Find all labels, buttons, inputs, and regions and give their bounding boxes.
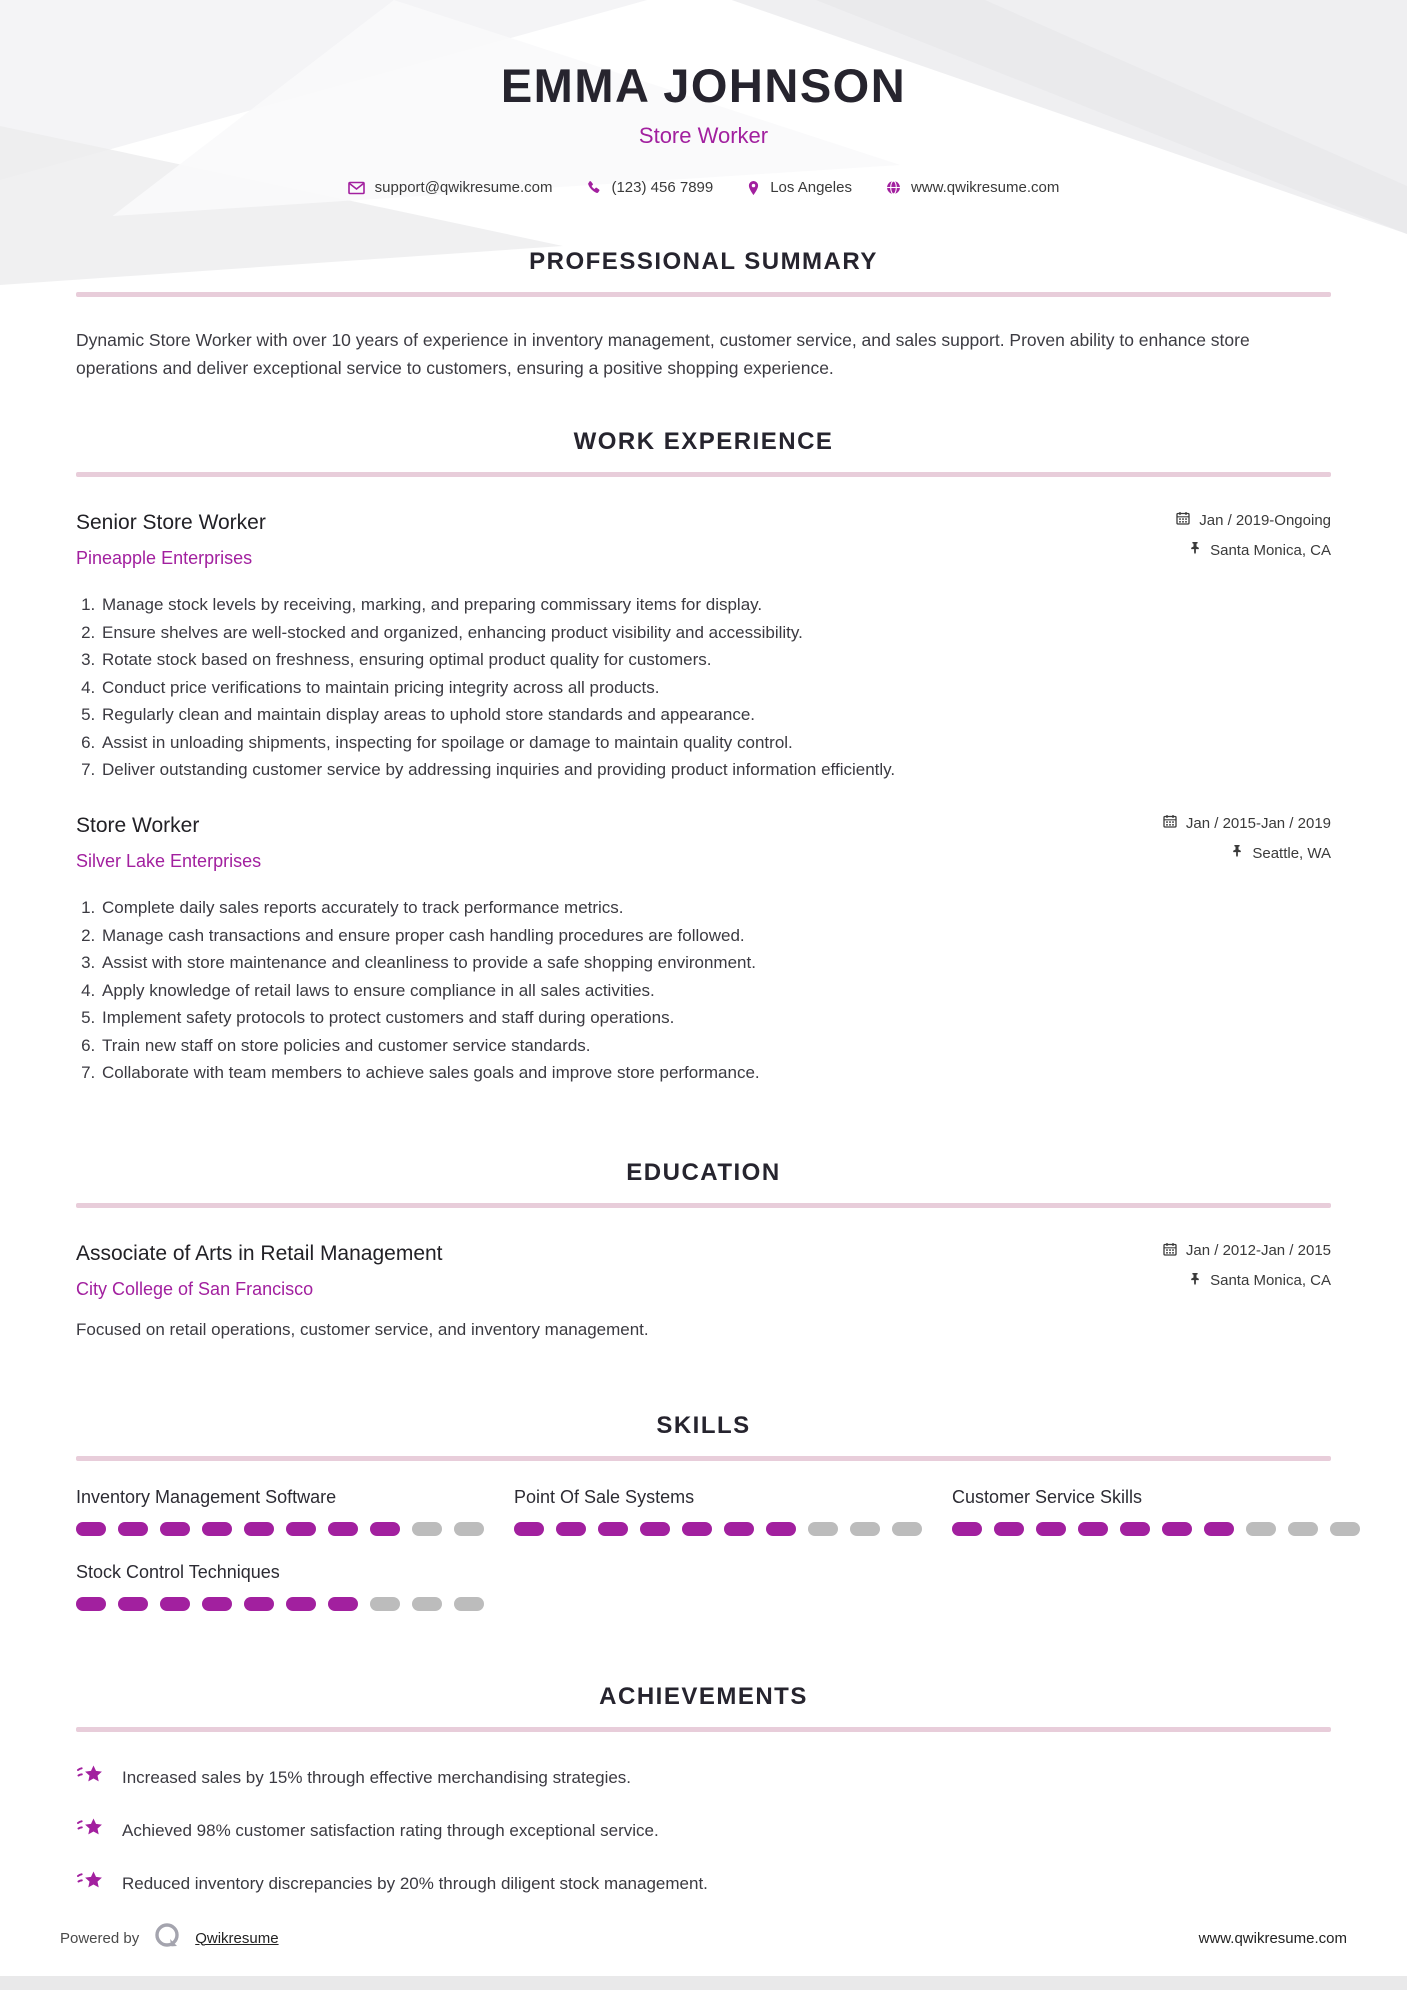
- job-bullet: 2. Manage cash transactions and ensure proper cash handling procedures are followed.: [100, 922, 1091, 950]
- education-dates: [1091, 1242, 1331, 1260]
- pushpin-icon: [1189, 541, 1201, 559]
- job-bullet: 3. Assist with store maintenance and cleanliness to provide a safe shopping environment.: [100, 949, 1091, 977]
- skill-dash: [1330, 1522, 1360, 1536]
- job-bullet: 5. Implement safety protocols to protect customers and staff during operations.: [100, 1004, 1091, 1032]
- job-location: [1091, 541, 1331, 559]
- section-divider: [76, 1727, 1331, 1732]
- skill-dash: [244, 1597, 274, 1611]
- skill-dash: [892, 1522, 922, 1536]
- skill-level-bar: [514, 1522, 922, 1536]
- qwikresume-q-icon: [151, 1920, 183, 1956]
- skill-item: [76, 1487, 484, 1536]
- skill-dash: [850, 1522, 880, 1536]
- skill-dash: [118, 1522, 148, 1536]
- skill-dash: [1078, 1522, 1108, 1536]
- skills-grid: [76, 1487, 1331, 1611]
- school-name: City College of San Francisco: [76, 1278, 314, 1299]
- skill-dash: [160, 1522, 190, 1536]
- map-pin-icon: [747, 180, 760, 196]
- work-entry: [76, 814, 1331, 1087]
- section-divider: [76, 1456, 1331, 1461]
- education-location-text: Santa Monica, CA: [1210, 1272, 1331, 1290]
- job-dates: [1091, 814, 1331, 832]
- calendar-icon: [1163, 814, 1177, 832]
- globe-icon: [886, 180, 901, 195]
- skill-dash: [598, 1522, 628, 1536]
- candidate-title: Store Worker: [638, 123, 769, 148]
- job-company: Pineapple Enterprises: [76, 548, 253, 569]
- skill-dash: [1162, 1522, 1192, 1536]
- skill-dash: [202, 1597, 232, 1611]
- job-dates-text: Jan / 2015-Jan / 2019: [1185, 814, 1331, 832]
- skill-dash: [1288, 1522, 1318, 1536]
- job-bullet: 1. Manage stock levels by receiving, marking, and preparing commissary items for display.: [100, 591, 1091, 619]
- skill-dash: [1036, 1522, 1066, 1536]
- job-bullet: 7. Deliver outstanding customer service by addressing inquiries and providing product information efficiently.: [100, 756, 1091, 784]
- skill-dash: [1204, 1522, 1234, 1536]
- section-professional-summary: [76, 248, 1331, 382]
- education-entry: [76, 1242, 1331, 1340]
- job-title: Senior Store Worker: [76, 511, 266, 535]
- job-bullet-list: [76, 591, 1091, 784]
- contact-email: [348, 179, 553, 196]
- education-note: Focused on retail operations, customer service, and inventory management.: [76, 1319, 649, 1339]
- skill-dash: [1246, 1522, 1276, 1536]
- skill-name: Inventory Management Software: [76, 1486, 337, 1507]
- job-bullet-list: [76, 894, 1091, 1087]
- skill-item: [76, 1562, 484, 1611]
- footer-website: www.qwikresume.com: [1198, 1929, 1347, 1947]
- section-skills: [76, 1412, 1331, 1611]
- skill-dash: [1120, 1522, 1150, 1536]
- skill-dash: [952, 1522, 982, 1536]
- achievement-text: Increased sales by 15% through effective merchandising strategies.: [122, 1768, 632, 1788]
- skill-dash: [76, 1597, 106, 1611]
- job-bullet: 1. Complete daily sales reports accurately to track performance metrics.: [100, 894, 1091, 922]
- summary-text: Dynamic Store Worker with over 10 years of experience in inventory management, customer service, and sales support. Proven ability to enhance store operations and deliver exceptional service to customers, ensuring a positive shopping experience.: [76, 330, 1250, 378]
- job-bullet: 2. Ensure shelves are well-stocked and organized, enhancing product visibility and accessibility.: [100, 619, 1091, 647]
- skill-dash: [766, 1522, 796, 1536]
- section-achievements: [76, 1683, 1331, 1901]
- skill-dash: [286, 1522, 316, 1536]
- skill-dash: [682, 1522, 712, 1536]
- section-heading: SKILLS: [656, 1411, 751, 1439]
- skill-dash: [724, 1522, 754, 1536]
- skill-dash: [454, 1522, 484, 1536]
- skill-name: Stock Control Techniques: [76, 1561, 280, 1582]
- skill-dash: [412, 1522, 442, 1536]
- achievement-item: [76, 1815, 1331, 1848]
- degree-title: Associate of Arts in Retail Management: [76, 1241, 443, 1265]
- section-divider: [76, 292, 1331, 297]
- skill-dash: [556, 1522, 586, 1536]
- achievement-text: Achieved 98% customer satisfaction rating through exceptional service.: [122, 1821, 659, 1841]
- powered-by-text: Powered by: [60, 1929, 140, 1947]
- skill-dash: [454, 1597, 484, 1611]
- skill-dash: [370, 1597, 400, 1611]
- skill-item: [952, 1487, 1360, 1536]
- calendar-icon: [1176, 511, 1190, 529]
- section-education: [76, 1159, 1331, 1340]
- skill-level-bar: [76, 1597, 484, 1611]
- skill-level-bar: [76, 1522, 484, 1536]
- job-dates-text: Jan / 2019-Ongoing: [1199, 511, 1331, 529]
- skill-dash: [640, 1522, 670, 1536]
- job-company: Silver Lake Enterprises: [76, 851, 262, 871]
- bottom-strip: [0, 1976, 1407, 1990]
- phone-icon: [586, 180, 601, 195]
- pushpin-icon: [1231, 844, 1243, 862]
- contact-location: [747, 179, 852, 196]
- achievement-item: [76, 1762, 1331, 1795]
- achievement-list: [76, 1762, 1331, 1901]
- job-bullet: 7. Collaborate with team members to achieve sales goals and improve store performance.: [100, 1059, 1091, 1087]
- section-work-experience: [76, 428, 1331, 1086]
- education-dates-text: Jan / 2012-Jan / 2015: [1185, 1242, 1331, 1260]
- achievement-text: Reduced inventory discrepancies by 20% through diligent stock management.: [122, 1874, 708, 1894]
- achievement-item: [76, 1868, 1331, 1901]
- skill-level-bar: [952, 1522, 1360, 1536]
- section-heading: PROFESSIONAL SUMMARY: [529, 248, 878, 275]
- skill-dash: [118, 1597, 148, 1611]
- shooting-star-icon: [76, 1815, 106, 1848]
- job-bullet: 6. Assist in unloading shipments, inspecting for spoilage or damage to maintain quality control.: [100, 729, 1091, 757]
- section-divider: [76, 472, 1331, 477]
- skill-dash: [76, 1522, 106, 1536]
- powered-by-block: [60, 1920, 279, 1956]
- skill-dash: [412, 1597, 442, 1611]
- calendar-icon: [1163, 1242, 1177, 1260]
- section-heading: WORK EXPERIENCE: [573, 428, 834, 456]
- job-dates: [1091, 511, 1331, 529]
- job-location: [1091, 844, 1331, 862]
- brand-link[interactable]: Qwikresume: [195, 1929, 279, 1947]
- job-location-text: Seattle, WA: [1252, 844, 1331, 862]
- page-footer: [60, 1920, 1347, 1956]
- job-bullet: 5. Regularly clean and maintain display areas to uphold store standards and appearance.: [100, 701, 1091, 729]
- skill-dash: [994, 1522, 1024, 1536]
- skill-dash: [202, 1522, 232, 1536]
- skill-item: [514, 1487, 922, 1536]
- shooting-star-icon: [76, 1868, 106, 1901]
- pushpin-icon: [1189, 1272, 1201, 1290]
- education-location: [1091, 1272, 1331, 1290]
- skill-dash: [328, 1522, 358, 1536]
- contact-phone-text: (123) 456 7899: [611, 179, 714, 196]
- job-location-text: Santa Monica, CA: [1210, 541, 1331, 559]
- skill-name: Point Of Sale Systems: [514, 1486, 695, 1507]
- skill-dash: [286, 1597, 316, 1611]
- job-bullet: 6. Train new staff on store policies and customer service standards.: [100, 1032, 1091, 1060]
- contact-website-text: www.qwikresume.com: [910, 179, 1060, 196]
- skill-dash: [328, 1597, 358, 1611]
- work-entry: [76, 511, 1331, 784]
- job-title: Store Worker: [76, 814, 200, 837]
- skill-dash: [160, 1597, 190, 1611]
- candidate-name: EMMA JOHNSON: [500, 59, 907, 112]
- contact-website: [886, 179, 1059, 196]
- skill-dash: [370, 1522, 400, 1536]
- job-bullet: 4. Conduct price verifications to maintain pricing integrity across all products.: [100, 674, 1091, 702]
- shooting-star-icon: [76, 1762, 106, 1795]
- contact-phone: [586, 179, 713, 196]
- skill-dash: [808, 1522, 838, 1536]
- section-heading: EDUCATION: [626, 1158, 781, 1186]
- contact-email-text: support@qwikresume.com: [374, 179, 553, 196]
- contact-row: [76, 179, 1331, 196]
- envelope-icon: [348, 181, 365, 195]
- job-bullet: 4. Apply knowledge of retail laws to ensure compliance in all sales activities.: [100, 977, 1091, 1005]
- section-heading: ACHIEVEMENTS: [599, 1682, 808, 1710]
- skill-dash: [244, 1522, 274, 1536]
- job-bullet: 3. Rotate stock based on freshness, ensuring optimal product quality for customers.: [100, 646, 1091, 674]
- contact-location-text: Los Angeles: [770, 179, 852, 196]
- skill-dash: [514, 1522, 544, 1536]
- skill-name: Customer Service Skills: [952, 1486, 1143, 1507]
- section-divider: [76, 1203, 1331, 1208]
